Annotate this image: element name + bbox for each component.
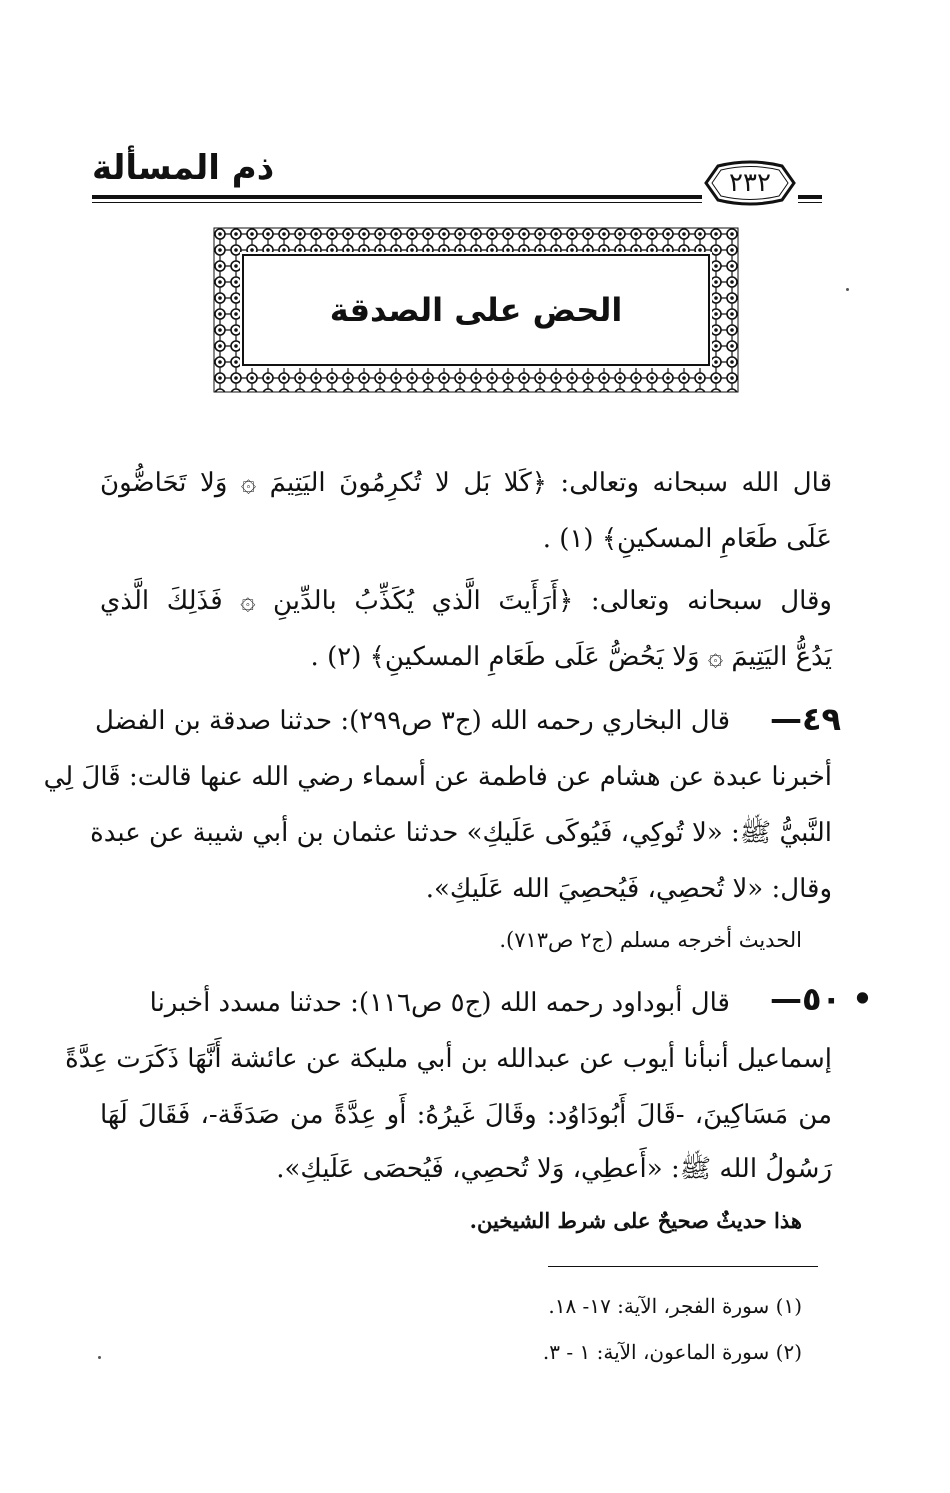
verse-line-2: عَلَى طَعَامِ المسكينِ﴾ (١) . bbox=[542, 524, 832, 554]
header-rule bbox=[92, 195, 702, 199]
verse-line-1: قال الله سبحانه وتعالى: ﴿كَلا بَل لا تُكرِمُونَ اليَتِيمَ ۞ وَلا تَحَاضُّونَ bbox=[100, 468, 832, 498]
header-rule-right bbox=[798, 195, 822, 199]
scan-speck bbox=[98, 1356, 101, 1359]
hadith-50-line-1: قال أبوداود رحمه الله (ج٥ ص١١٦): حدثنا مسدد أخبرنا bbox=[149, 988, 730, 1018]
scan-speck bbox=[846, 288, 849, 291]
hadith-49-line-3: النَّبيُّ ﷺ: «لا تُوكِي، فَيُوكَى عَلَيكِ» حدثنا عثمان بن أبي شيبة عن عبدة bbox=[90, 818, 832, 848]
book-title: ذم المسألة bbox=[92, 148, 275, 188]
footnote-2: (٢) سورة الماعون، الآية: ١ - ٣. bbox=[542, 1340, 802, 1364]
hadith-50-line-3: من مَسَاكِينَ، -قَالَ أَبُودَاوُد: وقَالَ غَيرُهُ: أَو عِدَّةً من صَدَقَة-، فَقَالَ لَهَا bbox=[100, 1100, 832, 1130]
verse-line-4: يَدُعُّ اليَتِيمَ ۞ وَلا يَحُضُّ عَلَى طَعَامِ المسكينِ﴾ (٢) . bbox=[310, 642, 832, 672]
footnote-1: (١) سورة الفجر، الآية: ١٧- ١٨. bbox=[548, 1294, 802, 1318]
hadith-49-line-2: أخبرنا عبدة عن هشام عن فاطمة عن أسماء رضي الله عنها قالت: قَالَ لِي bbox=[43, 762, 832, 792]
footnote-separator bbox=[548, 1266, 818, 1267]
hadith-50-line-4: رَسُولُ الله ﷺ: «أَعطِي، وَلا تُحصِي، فَيُحصَى عَلَيكِ». bbox=[276, 1154, 832, 1184]
hadith-49-line-4: وقال: «لا تُحصِي، فَيُحصِيَ الله عَلَيكِ». bbox=[425, 874, 832, 904]
page-number-badge bbox=[700, 160, 800, 206]
hadith-49-line-1: قال البخاري رحمه الله (ج٣ ص٢٩٩): حدثنا صدقة بن الفضل bbox=[94, 706, 730, 736]
hadith-49-takhrij: الحديث أخرجه مسلم (ج٢ ص٧١٣). bbox=[499, 928, 802, 952]
hadith-number-49: ٤٩— bbox=[770, 700, 842, 738]
header-rule-right-thin bbox=[798, 202, 822, 203]
section-title: الحض على الصدقة bbox=[329, 291, 623, 329]
page-number: ٢٣٢ bbox=[729, 168, 771, 198]
verse-line-3: وقال سبحانه وتعالى: ﴿أَرَأَيتَ الَّذي يُكَذِّبُ بالدِّينِ ۞ فَذَلِكَ الَّذي bbox=[100, 586, 832, 616]
hadith-50-grading: هذا حديثٌ صحيحٌ على شرط الشيخين. bbox=[469, 1208, 802, 1233]
hadith-number-50: • ٥٠— bbox=[770, 980, 873, 1018]
hadith-50-line-2: إسماعيل أنبأنا أيوب عن عبدالله بن أبي مليكة عن عائشة أَنَّهَا ذَكَرَت عِدَّةً bbox=[65, 1044, 832, 1074]
header-rule-thin bbox=[92, 202, 702, 203]
